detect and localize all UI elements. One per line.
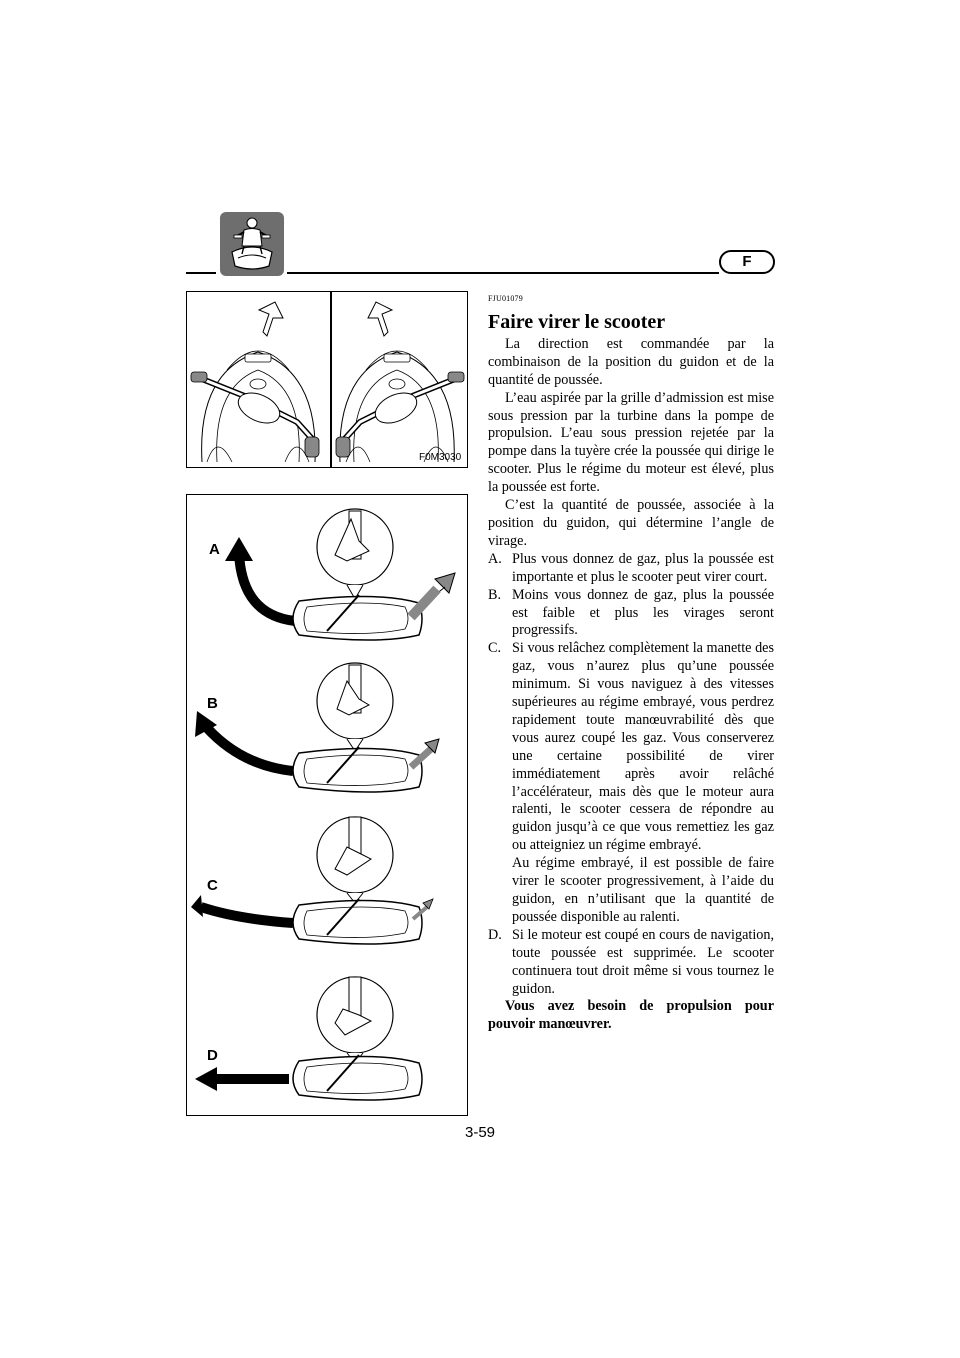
rider-on-watercraft-icon (220, 212, 284, 276)
throttle-turning-figure (186, 494, 468, 1116)
scenario-d (195, 977, 422, 1100)
list-text: Si le moteur est coupé en cours de navigation, toute poussée est supprimée. Le scooter continuera tout droit même si vous tournez le guidon. (512, 926, 774, 997)
paragraph: L’eau aspirée par la grille d’admission est mise sous pression par la turbine dans la pompe de propulsion. L’eau sous pression rejetée par la pompe dans la tuyère crée la poussée qui dirige le scooter. Plus le régime du moteur est élevé, plus la poussée est forte. (488, 389, 774, 496)
text-column (488, 290, 774, 1034)
scenario-b (195, 663, 439, 792)
header-rule-left (186, 272, 216, 274)
list-item-d (488, 927, 774, 999)
paragraph: La direction est commandée par la combinaison de la position du guidon et de la quantité de poussée. (488, 335, 774, 388)
figure-label-d: D (207, 1047, 218, 1064)
scenario-a (225, 509, 455, 640)
list-text: Plus vous donnez de gaz, plus la poussée est importante et plus le scooter peut virer court. (512, 550, 774, 585)
figure-label-b: B (207, 695, 218, 712)
figure-label-c: C (207, 877, 218, 894)
language-tag: F (719, 250, 775, 274)
list-letter: B. (488, 586, 502, 603)
list-letter: C. (488, 640, 502, 657)
list-letter: A. (488, 550, 502, 567)
handlebar-figure (186, 291, 468, 468)
list-item-b (488, 587, 774, 641)
header-rule-right (287, 272, 719, 274)
throttle-diagram (187, 495, 466, 1114)
list-text: Moins vous donnez de gaz, plus la poussée est faible et plus les virages seront progressifs. (512, 586, 774, 639)
section-code: FJU01079 (488, 294, 523, 303)
section-title: Faire virer le scooter (488, 310, 666, 333)
chapter-badge (220, 212, 284, 276)
page-number: 3-59 (464, 1124, 496, 1141)
list-letter: D. (488, 926, 502, 943)
list-text: Si vous relâchez complètement la manette des gaz, vous n’aurez plus qu’une poussée minimum. Si vous naviguez à des vitesses supérieures au régime embrayé, vous perdrez rapidement toute manœuvrabilité dès que vous aurez coupé les gaz. Vous conserverez une certaine possibilité de virer immédiatement après avoir relâché l’accélérateur, mais dès que le moteur aura ralenti, le scooter cessera de répondre au guidon jusqu’à ce que vous remettiez les gaz ou atteigniez un régime embrayé. (512, 640, 774, 854)
figure-code: F0M3030 (419, 452, 462, 463)
handlebar-right-illustration (332, 292, 467, 466)
figure-label-a: A (209, 541, 220, 558)
scenario-c (191, 817, 433, 944)
list-item-c (488, 640, 774, 855)
list-item-c-note: Au régime embrayé, il est possible de faire virer le scooter progressivement, à l’aide du guidon, en n’utilisant que la quantité de poussée disponible au ralenti. (512, 855, 774, 925)
paragraph: C’est la quantité de poussée, associée à la position du guidon, qui détermine l’angle de virage. (488, 497, 774, 549)
handlebar-left-illustration (187, 292, 330, 466)
list-item-a (488, 551, 774, 587)
warning-note: Vous avez besoin de propulsion pour pouvoir manœuvrer. (488, 998, 774, 1033)
